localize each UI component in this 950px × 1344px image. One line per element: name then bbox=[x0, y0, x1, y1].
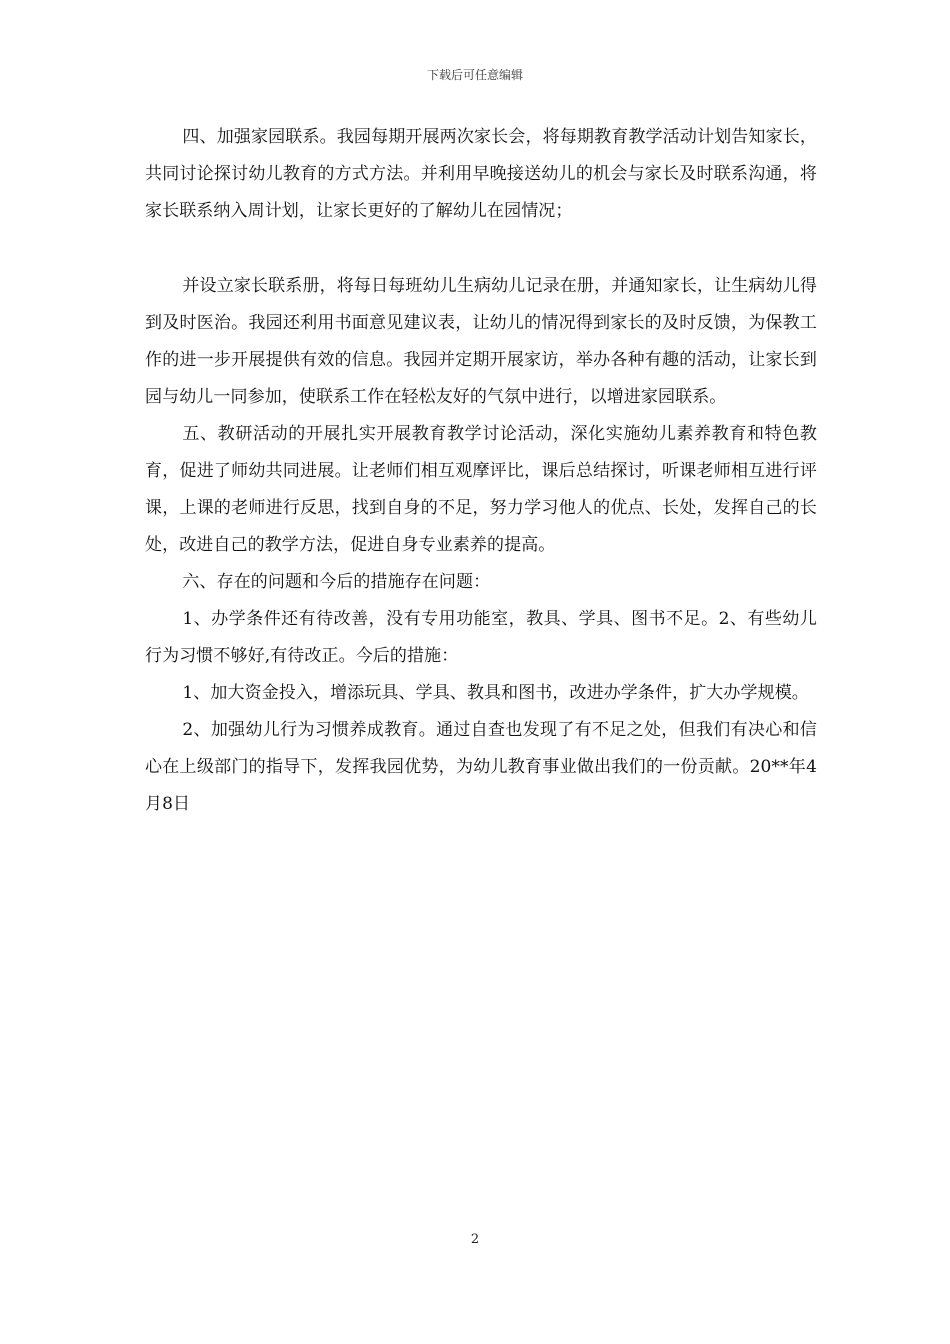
paragraph-contact-booklet: 并设立家长联系册，将每日每班幼儿生病幼儿记录在册，并通知家长，让生病幼儿得到及时医治。我园还利用书面意见建议表，让幼儿的情况得到家长的及时反馈，为保教工作的进一步开展提供有效的信息。我园并定期开展家访，举办各种有趣的活动，让家长到园与幼儿一同参加，使联系工作在轻松友好的气氛中进行，以增进家园联系。 bbox=[145, 276, 817, 407]
paragraph-measure-habits: 2、加强幼儿行为习惯养成教育。通过自查也发现了有不足之处，但我们有决心和信心在上级部门的指导下，发挥我园优势，为幼儿教育事业做出我们的一份贡献。20**年4月8日 bbox=[145, 720, 817, 814]
paragraph-problems-list: 1、办学条件还有待改善，没有专用功能室，教具、学具、图书不足。2、有些幼儿行为习惯不够好,有待改正。今后的措施： bbox=[145, 609, 817, 666]
document-body-block-2 bbox=[145, 268, 817, 823]
page-number: 2 bbox=[470, 1232, 480, 1247]
document-body-block-1 bbox=[145, 119, 817, 230]
paragraph-measure-funding: 1、加大资金投入，增添玩具、学具、教具和图书，改进办学条件，扩大办学规模。 bbox=[182, 683, 809, 703]
paragraph-teaching-research: 五、教研活动的开展扎实开展教育教学讨论活动，深化实施幼儿素养教育和特色教育，促进了师幼共同进展。让老师们相互观摩评比，课后总结探讨，听课老师相互进行评课，上课的老师进行反思，找到自身的不足，努力学习他人的优点、长处，发挥自己的长处，改进自己的教学方法，促进自身专业素养的提高。 bbox=[145, 424, 817, 555]
page-header: 下载后可任意编辑 bbox=[426, 68, 523, 82]
paragraph-home-school-contact: 四、加强家园联系。我园每期开展两次家长会，将每期教育教学活动计划告知家长，共同讨论探讨幼儿教育的方式方法。并利用早晚接送幼儿的机会与家长及时联系沟通，将家长联系纳入周计划，让家长更好的了解幼儿在园情况； bbox=[145, 127, 817, 221]
paragraph-problems-heading: 六、存在的问题和今后的措施存在问题： bbox=[182, 572, 491, 592]
